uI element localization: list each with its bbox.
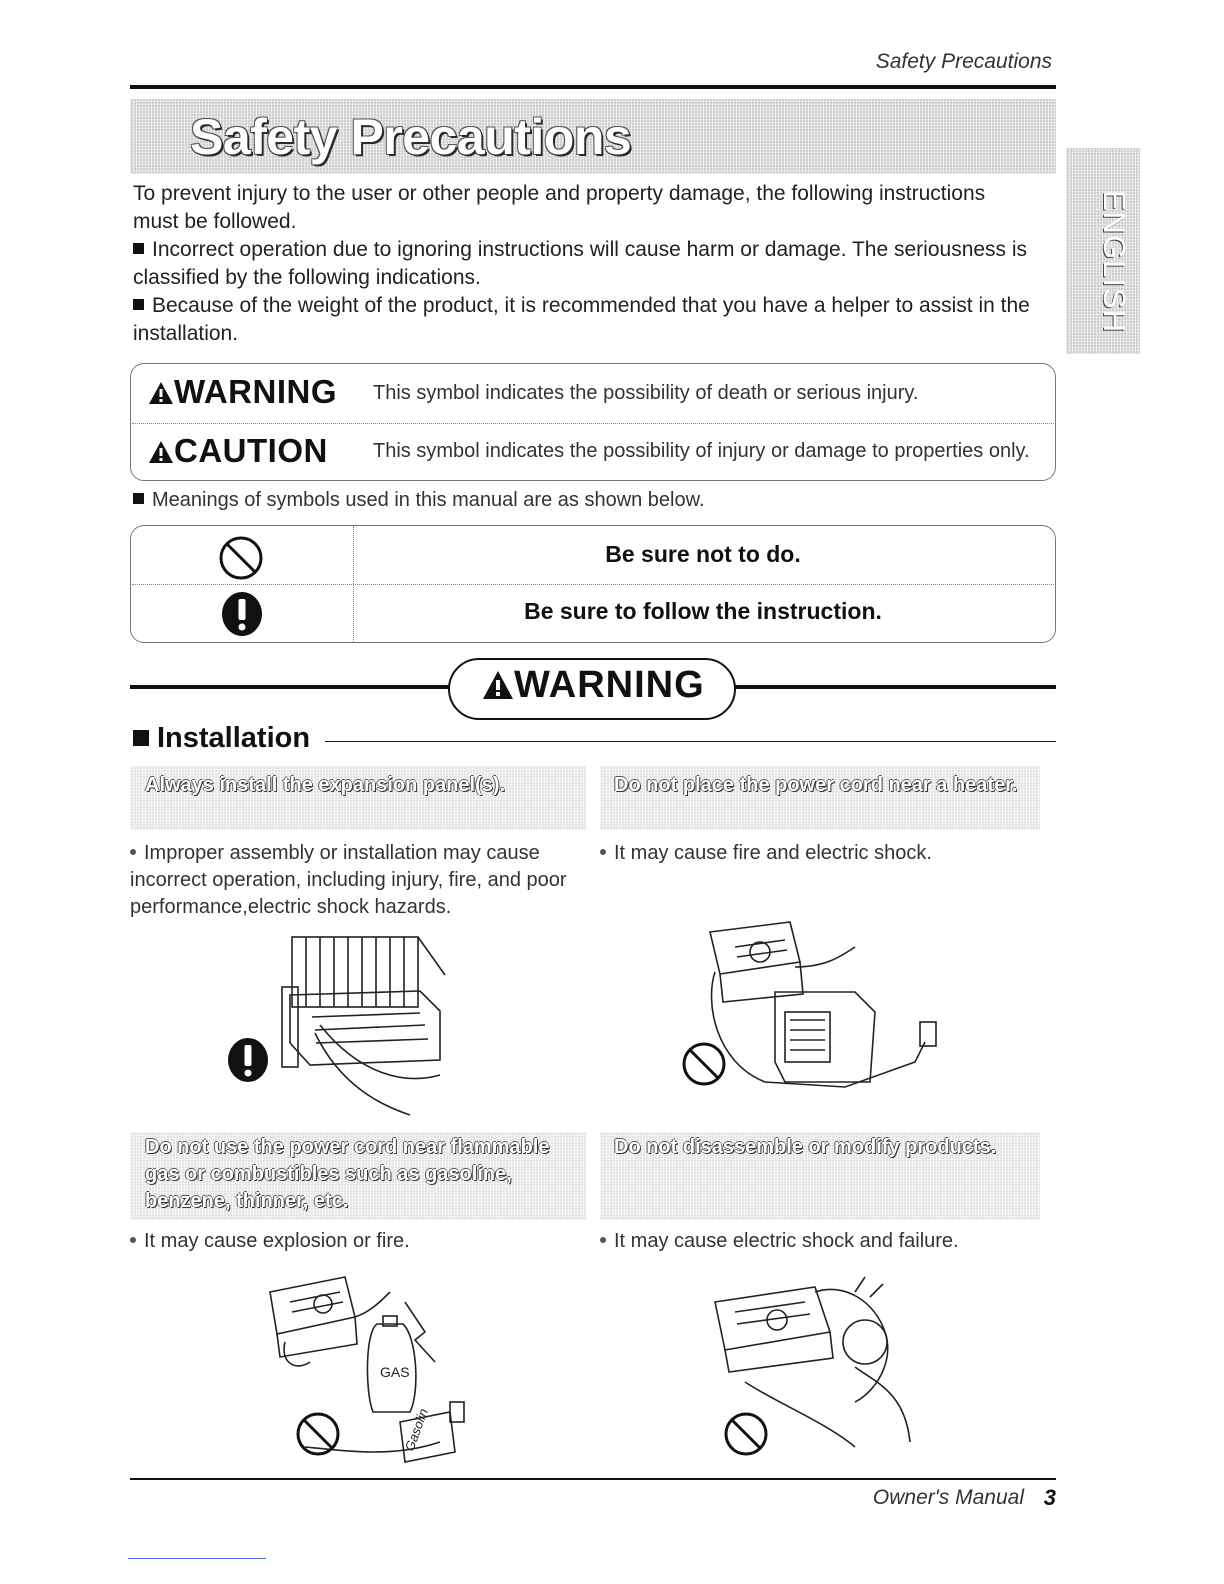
caution-triangle-icon (148, 440, 174, 464)
item-note (600, 840, 1040, 867)
meanings-note (133, 489, 705, 512)
meanings-note-text: Meanings of symbols used in this manual are as shown below. (152, 489, 705, 511)
prohibition-icon (722, 1410, 770, 1458)
symbol-table-row-divider (132, 584, 1054, 585)
callout-text: Do not use the power cord near flammable gas or combustibles such as gasoline, benzene, thinner, etc. (145, 1136, 550, 1212)
prohibition-icon (294, 1410, 342, 1458)
item-note-text: It may cause explosion or fire. (144, 1230, 410, 1252)
footer-rule (130, 1478, 1056, 1480)
symbol-meaning-mandatory: Be sure to follow the instruction. (524, 598, 882, 624)
mandatory-action-icon (225, 1036, 271, 1084)
header-rule (130, 85, 1056, 89)
caution-label (148, 432, 328, 470)
callout-text: Do not disassemble or modify products. (614, 1136, 997, 1158)
caution-word: CAUTION (174, 432, 328, 469)
intro-bullet (133, 292, 1058, 348)
page-number: 3 (1043, 1485, 1056, 1510)
prohibition-icon (680, 1040, 728, 1088)
square-bullet-icon (133, 730, 149, 746)
section-rule (325, 741, 1056, 742)
warning-banner-word: WARNING (514, 664, 705, 706)
item-note (600, 1228, 1040, 1255)
item-note (130, 1228, 570, 1255)
prohibition-icon (217, 534, 265, 582)
callout-text: Always install the expansion panel(s). (145, 774, 506, 796)
language-tab-label: ENGLISH (1097, 190, 1132, 334)
section-heading (133, 722, 310, 755)
item-note-text: It may cause electric shock and failure. (614, 1230, 959, 1252)
signal-word-divider (132, 423, 1054, 424)
item-note-text: It may cause fire and electric shock. (614, 842, 932, 864)
item-note (130, 840, 570, 921)
page-title: Safety Precautions (190, 109, 632, 165)
warning-description: This symbol indicates the possibility of death or serious injury. (373, 382, 919, 404)
callout-text: Do not place the power cord near a heater. (614, 774, 1018, 796)
expansion-panel-illustration (220, 925, 470, 1125)
dot-bullet-icon (130, 849, 136, 855)
intro-bullet-text: Incorrect operation due to ignoring instructions will cause harm or damage. The seriousness is classified by the following indications. (133, 238, 1028, 289)
gasoline-label: Gasolin (401, 1406, 431, 1454)
dot-bullet-icon (600, 1237, 606, 1243)
warning-triangle-icon (482, 670, 514, 700)
symbol-meaning-prohibited: Be sure not to do. (605, 541, 801, 567)
intro-text: To prevent injury to the user or other people and property damage, the following instructions must be followed. (133, 182, 986, 233)
warning-triangle-icon (148, 381, 174, 405)
running-header: Safety Precautions (875, 50, 1052, 73)
square-bullet-icon (133, 243, 144, 254)
warning-label (148, 373, 337, 411)
gas-label: GAS (380, 1364, 410, 1380)
mandatory-action-icon (219, 590, 265, 638)
section-heading-text: Installation (157, 722, 311, 754)
intro-bullet (133, 236, 1058, 292)
square-bullet-icon (133, 299, 144, 310)
footer-manual-title: Owner's Manual (872, 1486, 1024, 1509)
item-note-text: Improper assembly or installation may cause incorrect operation, including injury, fire, and poor performance,electric shock hazards. (130, 842, 567, 918)
dot-bullet-icon (600, 849, 606, 855)
warning-word: WARNING (174, 373, 337, 410)
banner-rule-right (734, 685, 1056, 689)
square-bullet-icon (133, 493, 144, 504)
intro-bullet-text: Because of the weight of the product, it is recommended that you have a helper to assist in the installation. (133, 294, 1030, 345)
warning-banner-label (482, 664, 705, 707)
footer-link-underline (128, 1558, 266, 1559)
banner-rule-left (130, 685, 450, 689)
dot-bullet-icon (130, 1237, 136, 1243)
caution-description: This symbol indicates the possibility of injury or damage to properties only. (373, 440, 1030, 462)
